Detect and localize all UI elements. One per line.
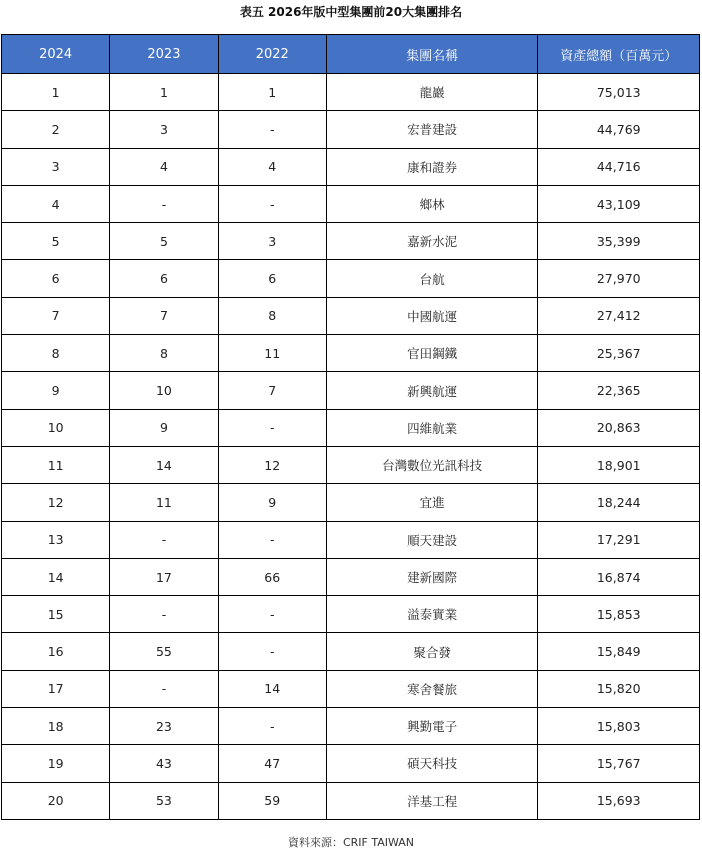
total-assets-cell: 17,291: [538, 521, 700, 558]
rank-2024-cell: 19: [2, 745, 110, 782]
table-row: [2, 185, 700, 222]
header-2024: 2024: [2, 35, 110, 74]
group-name-cell: 康和證券: [326, 148, 538, 185]
rank-2022-cell: 3: [218, 223, 326, 260]
rank-2022-cell: 14: [218, 670, 326, 707]
rank-2023-cell: 10: [110, 372, 218, 409]
table-row: [2, 596, 700, 633]
table-row: [2, 372, 700, 409]
rank-2022-cell: 9: [218, 484, 326, 521]
total-assets-cell: 15,849: [538, 633, 700, 670]
table-row: [2, 670, 700, 707]
rank-2024-cell: 3: [2, 148, 110, 185]
rank-2024-cell: 7: [2, 297, 110, 334]
group-name-cell: 台航: [326, 260, 538, 297]
table-row: [2, 111, 700, 148]
table-row: [2, 409, 700, 446]
header-2023: 2023: [110, 35, 218, 74]
rank-2023-cell: 3: [110, 111, 218, 148]
rank-2024-cell: 17: [2, 670, 110, 707]
rank-2023-cell: 8: [110, 335, 218, 372]
total-assets-cell: 15,693: [538, 782, 700, 819]
rank-2022-cell: -: [218, 521, 326, 558]
rank-2024-cell: 14: [2, 558, 110, 595]
rank-2024-cell: 11: [2, 446, 110, 483]
rank-2022-cell: -: [218, 596, 326, 633]
total-assets-cell: 43,109: [538, 185, 700, 222]
rank-2022-cell: 12: [218, 446, 326, 483]
rank-2024-cell: 10: [2, 409, 110, 446]
total-assets-cell: 18,901: [538, 446, 700, 483]
table-row: [2, 484, 700, 521]
group-name-cell: 聚合發: [326, 633, 538, 670]
rank-2023-cell: 14: [110, 446, 218, 483]
total-assets-cell: 44,769: [538, 111, 700, 148]
rank-2023-cell: 17: [110, 558, 218, 595]
rank-2023-cell: 5: [110, 223, 218, 260]
rank-2023-cell: -: [110, 185, 218, 222]
rank-2023-cell: 4: [110, 148, 218, 185]
group-name-cell: 宏普建設: [326, 111, 538, 148]
group-name-cell: 宜進: [326, 484, 538, 521]
group-name-cell: 興勤電子: [326, 708, 538, 745]
rank-2022-cell: -: [218, 111, 326, 148]
total-assets-cell: 27,412: [538, 297, 700, 334]
total-assets-cell: 16,874: [538, 558, 700, 595]
source-note: 資料來源：CRIF TAIWAN: [287, 836, 415, 849]
rank-2023-cell: 11: [110, 484, 218, 521]
rank-2023-cell: -: [110, 670, 218, 707]
rank-2022-cell: 8: [218, 297, 326, 334]
group-name-cell: 官田鋼鐵: [326, 335, 538, 372]
rank-2024-cell: 16: [2, 633, 110, 670]
rank-2022-cell: -: [218, 633, 326, 670]
group-name-cell: 順天建設: [326, 521, 538, 558]
rank-2022-cell: 1: [218, 74, 326, 111]
rank-2022-cell: 11: [218, 335, 326, 372]
group-name-cell: 中國航運: [326, 297, 538, 334]
group-name-cell: 四維航業: [326, 409, 538, 446]
table-row: [2, 521, 700, 558]
table-row: [2, 335, 700, 372]
group-name-cell: 台灣數位光訊科技: [326, 446, 538, 483]
group-name-cell: 碩天科技: [326, 745, 538, 782]
total-assets-cell: 44,716: [538, 148, 700, 185]
rank-2024-cell: 1: [2, 74, 110, 111]
rank-2024-cell: 12: [2, 484, 110, 521]
rank-2022-cell: 47: [218, 745, 326, 782]
total-assets-cell: 22,365: [538, 372, 700, 409]
total-assets-cell: 35,399: [538, 223, 700, 260]
rank-2023-cell: 9: [110, 409, 218, 446]
group-name-cell: 鄉林: [326, 185, 538, 222]
total-assets-cell: 15,820: [538, 670, 700, 707]
rank-2024-cell: 18: [2, 708, 110, 745]
table-row: [2, 782, 700, 819]
table-row: [2, 446, 700, 483]
rank-2023-cell: -: [110, 521, 218, 558]
table-row: [2, 297, 700, 334]
rank-2023-cell: 53: [110, 782, 218, 819]
rank-2022-cell: -: [218, 185, 326, 222]
total-assets-cell: 20,863: [538, 409, 700, 446]
total-assets-cell: 15,767: [538, 745, 700, 782]
table-row: [2, 148, 700, 185]
rank-2024-cell: 15: [2, 596, 110, 633]
table-row: [2, 745, 700, 782]
rank-2023-cell: 55: [110, 633, 218, 670]
table-body: [2, 74, 700, 820]
ranking-table: [1, 34, 700, 820]
header-total-assets: 資產總額（百萬元）: [538, 35, 700, 74]
rank-2022-cell: 6: [218, 260, 326, 297]
rank-2022-cell: 66: [218, 558, 326, 595]
rank-2024-cell: 5: [2, 223, 110, 260]
total-assets-cell: 25,367: [538, 335, 700, 372]
rank-2024-cell: 8: [2, 335, 110, 372]
header-row: [2, 35, 700, 74]
table-row: [2, 633, 700, 670]
group-name-cell: 新興航運: [326, 372, 538, 409]
table-row: [2, 223, 700, 260]
header-2022: 2022: [218, 35, 326, 74]
total-assets-cell: 75,013: [538, 74, 700, 111]
group-name-cell: 嘉新水泥: [326, 223, 538, 260]
group-name-cell: 寒舍餐旅: [326, 670, 538, 707]
rank-2023-cell: 7: [110, 297, 218, 334]
table-row: [2, 708, 700, 745]
rank-2023-cell: 43: [110, 745, 218, 782]
rank-2024-cell: 2: [2, 111, 110, 148]
rank-2022-cell: 59: [218, 782, 326, 819]
rank-2024-cell: 20: [2, 782, 110, 819]
total-assets-cell: 18,244: [538, 484, 700, 521]
rank-2023-cell: 23: [110, 708, 218, 745]
rank-2024-cell: 9: [2, 372, 110, 409]
group-name-cell: 溢泰實業: [326, 596, 538, 633]
group-name-cell: 洋基工程: [326, 782, 538, 819]
table-title: 表五 2026年版中型集團前20大集團排名: [239, 5, 463, 19]
rank-2022-cell: 7: [218, 372, 326, 409]
group-name-cell: 建新國際: [326, 558, 538, 595]
rank-2023-cell: -: [110, 596, 218, 633]
rank-2024-cell: 6: [2, 260, 110, 297]
table-row: [2, 260, 700, 297]
table-row: [2, 558, 700, 595]
rank-2023-cell: 1: [110, 74, 218, 111]
rank-2024-cell: 13: [2, 521, 110, 558]
rank-2022-cell: -: [218, 708, 326, 745]
total-assets-cell: 27,970: [538, 260, 700, 297]
header-group-name: 集團名稱: [326, 35, 538, 74]
total-assets-cell: 15,803: [538, 708, 700, 745]
total-assets-cell: 15,853: [538, 596, 700, 633]
rank-2023-cell: 6: [110, 260, 218, 297]
table-row: [2, 74, 700, 111]
rank-2022-cell: 4: [218, 148, 326, 185]
group-name-cell: 龍巖: [326, 74, 538, 111]
rank-2022-cell: -: [218, 409, 326, 446]
rank-2024-cell: 4: [2, 185, 110, 222]
